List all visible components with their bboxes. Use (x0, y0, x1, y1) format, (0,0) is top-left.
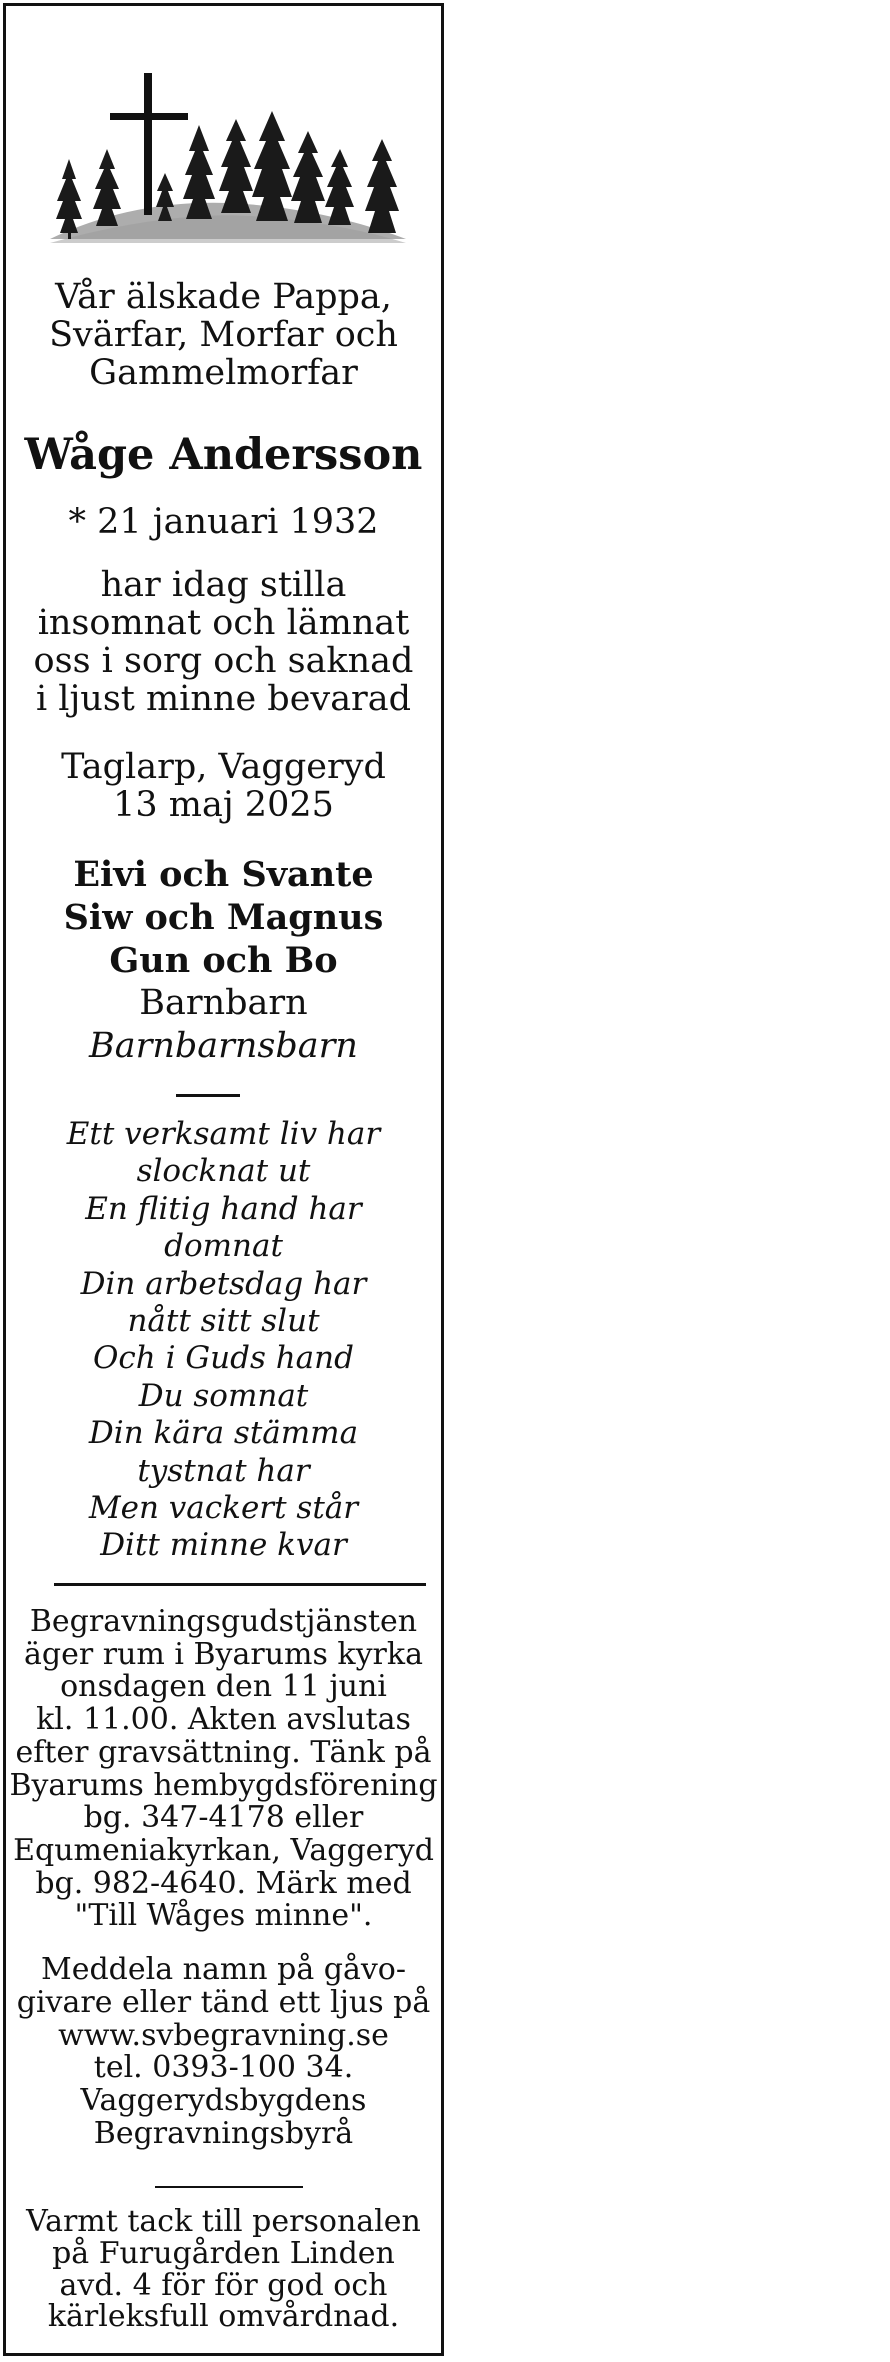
thanks-line: avd. 4 för för god och (59, 2267, 388, 2303)
memorial-poem (6, 1116, 441, 1565)
funeral-home-contact (6, 1954, 441, 2151)
service-line: bg. 347-4178 eller (83, 1800, 364, 1836)
contact-line: Vaggerydsbygdens (80, 2083, 367, 2119)
contact-website: www.svbegravning.se (58, 2017, 389, 2053)
service-line: Begravningsgudstjänsten (29, 1604, 418, 1639)
poem-line: Och i Guds hand (93, 1340, 354, 1377)
family-member: Eivi och Svante (73, 854, 374, 895)
passing-message (6, 566, 441, 718)
service-line: Equmeniakyrkan, Vaggeryd (13, 1832, 434, 1868)
service-line: äger rum i Byarums kyrka (24, 1636, 423, 1672)
service-line: onsdagen den 11 juni (60, 1669, 387, 1705)
thanks-line: på Furugården Linden (52, 2235, 395, 2271)
poem-line: Din arbetsdag har (80, 1265, 367, 1302)
family-member: Barnbarn (139, 983, 308, 1023)
message-line: insomnat och lämnat (37, 603, 410, 643)
service-line: bg. 982-4640. Märk med (35, 1865, 412, 1901)
place-and-date (6, 748, 441, 824)
thanks-line: Varmt tack till personalen (26, 2204, 421, 2239)
intro-text (6, 278, 441, 392)
deceased-name: Wåge Andersson (24, 430, 423, 480)
family-member: Barnbarnsbarn (89, 1026, 358, 1066)
place-line: Taglarp, Vaggeryd (61, 747, 386, 787)
date-line: 13 maj 2025 (113, 785, 334, 825)
poem-line: domnat (164, 1228, 283, 1265)
cross-and-trees-icon (48, 61, 408, 246)
poem-line: Din kära stämma (88, 1415, 359, 1452)
service-line: efter gravsättning. Tänk på (15, 1734, 432, 1770)
service-line: Byarums hembygdsförening (9, 1767, 438, 1803)
thanks-line: kärleksfull omvårdnad. (47, 2299, 400, 2335)
message-line: har idag stilla (100, 565, 347, 605)
thanks-text (6, 2206, 441, 2333)
poem-line: Ditt minne kvar (100, 1527, 347, 1564)
divider (54, 1583, 426, 1586)
poem-line: Men vackert står (88, 1490, 359, 1527)
poem-line: tystnat har (137, 1452, 310, 1489)
intro-line: Vår älskade Pappa, (55, 277, 392, 317)
message-line: i ljust minne bevarad (35, 679, 412, 719)
family-member: Siw och Magnus (63, 897, 384, 938)
poem-line: En flitig hand har (85, 1190, 362, 1227)
message-line: oss i sorg och saknad (33, 641, 414, 681)
contact-line: givare eller tänd ett ljus på (16, 1984, 431, 2020)
divider (155, 2186, 303, 2188)
poem-line: Ett verksamt liv har (66, 1116, 381, 1152)
service-line: kl. 11.00. Akten avslutas (36, 1702, 411, 1738)
family-signatures (6, 853, 441, 1068)
contact-phone: tel. 0393-100 34. (93, 2050, 354, 2086)
divider (176, 1094, 240, 1097)
poem-line: nått sitt slut (127, 1303, 320, 1340)
service-line: "Till Wåges minne". (74, 1898, 373, 1934)
death-notice (3, 3, 444, 2356)
poem-line: slocknat ut (136, 1153, 311, 1190)
funeral-service-info (6, 1606, 441, 1933)
contact-line: Begravningsbyrå (93, 2115, 354, 2151)
intro-line: Gammelmorfar (89, 353, 358, 393)
birth-date: * 21 januari 1932 (68, 502, 379, 542)
poem-line: Du somnat (138, 1377, 309, 1414)
intro-line: Svärfar, Morfar och (49, 315, 398, 355)
contact-line: Meddela namn på gåvo- (40, 1952, 407, 1987)
family-member: Gun och Bo (109, 940, 338, 981)
